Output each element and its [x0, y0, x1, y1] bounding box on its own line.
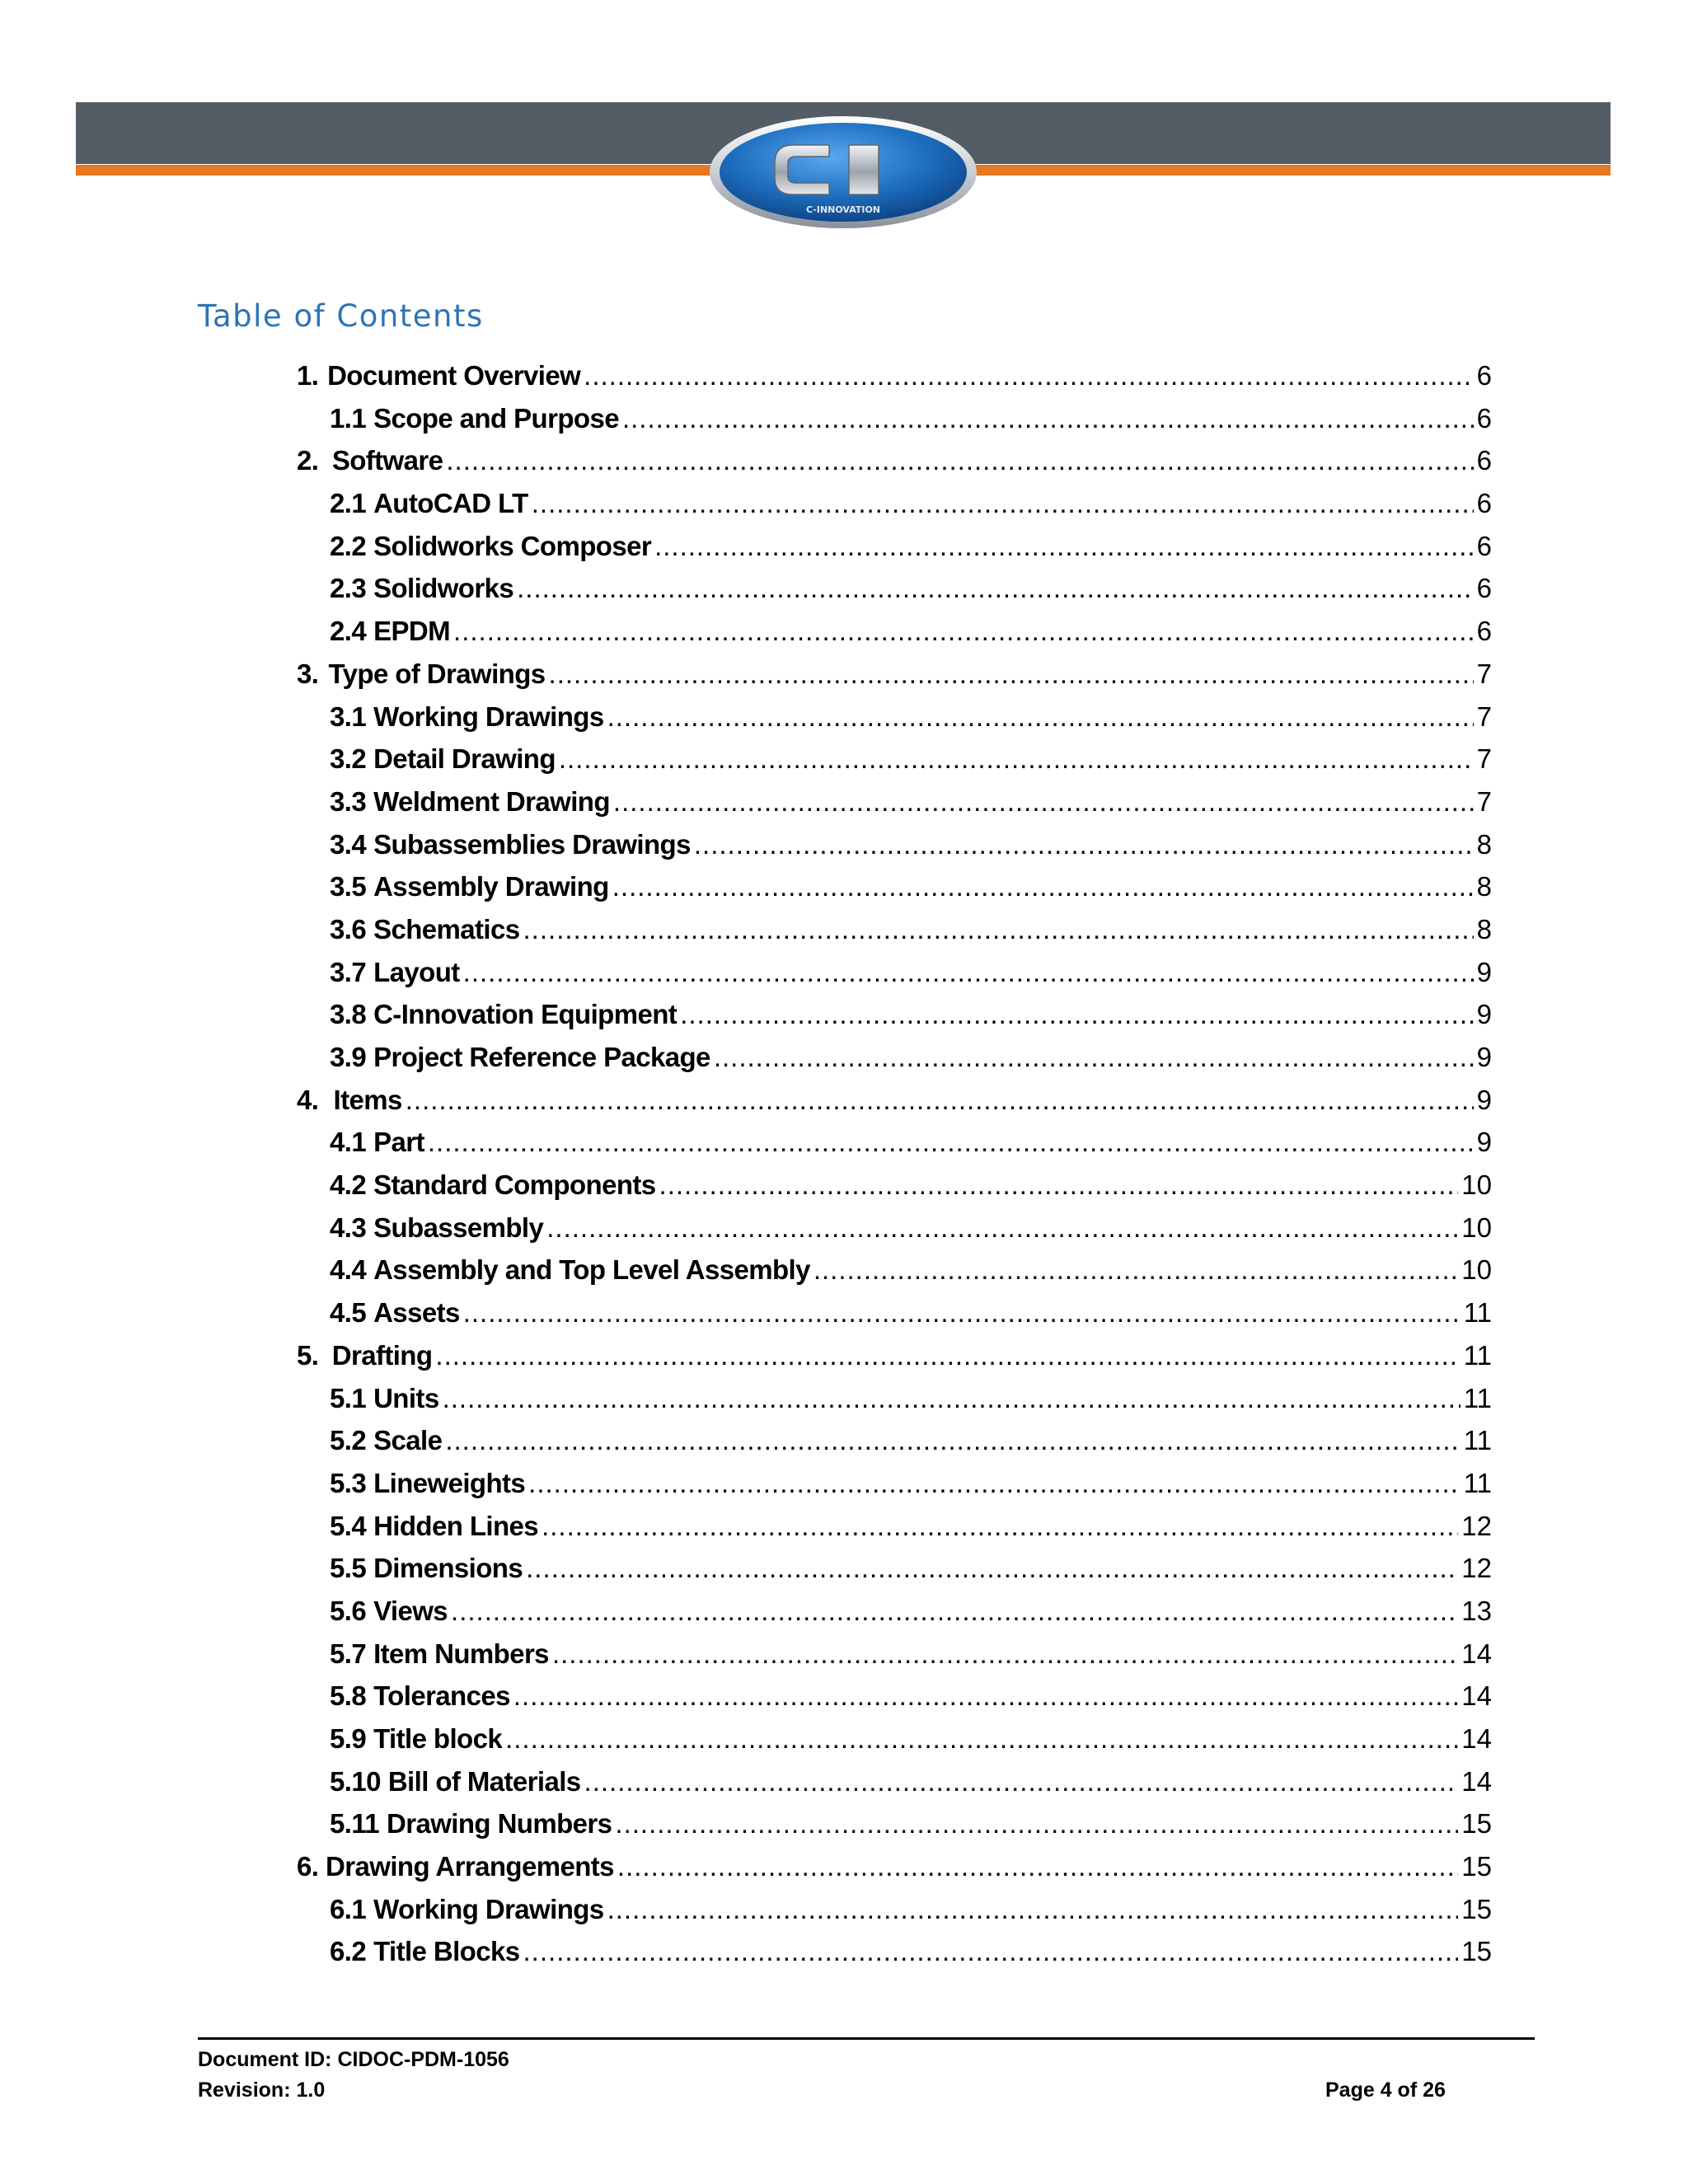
- toc-dot-leader: [451, 1590, 1458, 1633]
- toc-entry-title: Drafting: [331, 1339, 433, 1371]
- toc-entry[interactable]: [297, 397, 1492, 440]
- toc-dot-leader: [659, 1164, 1459, 1207]
- toc-entry-number: 4.4: [330, 1254, 367, 1286]
- toc-entry-title: Part: [373, 1127, 424, 1158]
- toc-entry-number: 4.2: [330, 1169, 367, 1201]
- toc-entry[interactable]: [297, 1419, 1492, 1462]
- toc-entry-page: 11: [1463, 1425, 1492, 1456]
- toc-entry-number: 3.8: [330, 999, 367, 1030]
- toc-dot-leader: [523, 1930, 1459, 1973]
- toc-entry-number: 2.4: [330, 616, 367, 647]
- toc-entry[interactable]: [297, 439, 1492, 482]
- toc-dot-leader: [528, 1462, 1461, 1505]
- toc-dot-leader: [446, 439, 1473, 482]
- toc-entry-page: 11: [1463, 1339, 1492, 1371]
- toc-entry-title: EPDM: [373, 616, 451, 647]
- toc-entry-number: 5.4: [330, 1510, 367, 1541]
- toc-entry-number: 2.2: [330, 530, 367, 561]
- toc-entry-number: 2.3: [330, 573, 367, 604]
- toc-entry-number: 4.3: [330, 1212, 367, 1243]
- toc-entry[interactable]: [297, 1930, 1492, 1973]
- toc-dot-leader: [546, 1207, 1458, 1249]
- toc-entry-number: 6.: [297, 1851, 319, 1882]
- toc-entry[interactable]: [297, 1675, 1492, 1718]
- toc-entry-title: Views: [373, 1595, 448, 1626]
- toc-entry[interactable]: [297, 1590, 1492, 1633]
- toc-entry-page: 11: [1463, 1382, 1492, 1413]
- toc-dot-leader: [584, 354, 1473, 397]
- toc-entry-title: Tolerances: [373, 1680, 510, 1712]
- toc-entry[interactable]: [297, 1633, 1492, 1675]
- toc-entry-number: 3.3: [330, 785, 367, 817]
- toc-entry-page: 8: [1476, 871, 1492, 902]
- toc-entry[interactable]: [297, 1377, 1492, 1420]
- toc-entry[interactable]: [297, 567, 1492, 610]
- toc-entry-page: 7: [1476, 785, 1492, 817]
- toc-dot-leader: [654, 525, 1474, 568]
- toc-dot-leader: [814, 1249, 1458, 1291]
- toc-entry-number: 5.7: [330, 1638, 367, 1669]
- toc-entry-number: 1.1: [330, 402, 367, 434]
- toc-entry-title: Units: [373, 1382, 439, 1413]
- toc-entry-page: 14: [1461, 1680, 1492, 1712]
- toc-entry-number: 5.6: [330, 1595, 367, 1626]
- toc-dot-leader: [617, 1845, 1458, 1888]
- toc-entry[interactable]: [297, 354, 1492, 397]
- toc-dot-leader: [463, 951, 1474, 994]
- toc-entry[interactable]: [297, 951, 1492, 994]
- toc-entry-title: Standard Components: [373, 1169, 656, 1201]
- toc-dot-leader: [615, 1802, 1458, 1845]
- toc-entry[interactable]: [297, 908, 1492, 951]
- toc-dot-leader: [584, 1760, 1459, 1803]
- toc-entry[interactable]: [297, 780, 1492, 823]
- toc-entry-page: 6: [1476, 616, 1492, 647]
- toc-entry-page: 8: [1476, 913, 1492, 944]
- document-id: Document ID: CIDOC-PDM-1056: [198, 2048, 509, 2071]
- toc-dot-leader: [694, 823, 1474, 866]
- toc-entry-title: Schematics: [373, 913, 520, 944]
- toc-entry-title: Solidworks Composer: [373, 530, 652, 561]
- toc-entry-number: 1.: [297, 360, 319, 391]
- toc-entry-title: Title block: [373, 1723, 503, 1754]
- toc-entry-number: 5.5: [330, 1553, 367, 1584]
- svg-text:C-INNOVATION: C-INNOVATION: [805, 204, 881, 215]
- toc-entry-page: 7: [1476, 658, 1492, 689]
- toc-entry-page: 10: [1461, 1169, 1492, 1201]
- toc-dot-leader: [532, 482, 1474, 525]
- toc-entry[interactable]: [297, 1207, 1492, 1249]
- toc-entry[interactable]: [297, 865, 1492, 908]
- toc-entry-number: 6.1: [330, 1893, 367, 1924]
- toc-dot-leader: [505, 1718, 1458, 1760]
- toc-entry[interactable]: [297, 1164, 1492, 1207]
- toc-dot-leader: [443, 1377, 1461, 1420]
- toc-entry-page: 12: [1461, 1553, 1492, 1584]
- toc-entry-title: Project Reference Package: [373, 1042, 710, 1072]
- toc-entry-page: 9: [1476, 1042, 1492, 1072]
- toc-entry-title: AutoCAD LT: [373, 488, 528, 519]
- toc-dot-leader: [607, 696, 1474, 738]
- toc-entry-number: 4.: [297, 1084, 319, 1115]
- toc-entry-number: 3.4: [330, 828, 367, 860]
- toc-entry[interactable]: [297, 738, 1492, 780]
- toc-entry-title: Working Drawings: [373, 701, 604, 732]
- toc-dot-leader: [463, 1291, 1461, 1334]
- toc-entry[interactable]: [297, 653, 1492, 696]
- page-number: Page 4 of 26: [1325, 2079, 1446, 2102]
- toc-entry[interactable]: [297, 993, 1492, 1036]
- toc-entry-page: 11: [1463, 1297, 1492, 1329]
- toc-entry-number: 3.7: [330, 956, 367, 987]
- table-of-contents: [297, 354, 1492, 1973]
- toc-entry[interactable]: [297, 1079, 1492, 1122]
- toc-entry-number: 2.1: [330, 488, 367, 519]
- toc-entry-page: 14: [1461, 1638, 1492, 1669]
- toc-entry-page: 6: [1476, 530, 1492, 561]
- toc-entry-page: 9: [1476, 999, 1492, 1030]
- toc-dot-leader: [435, 1334, 1460, 1377]
- toc-entry[interactable]: [297, 1505, 1492, 1548]
- toc-entry-title: Weldment Drawing: [373, 785, 610, 817]
- toc-entry-number: 5.11: [330, 1808, 380, 1840]
- toc-entry-page: 6: [1476, 445, 1492, 476]
- toc-entry[interactable]: [297, 1888, 1492, 1931]
- toc-entry-number: 2.: [297, 445, 319, 476]
- toc-entry-page: 9: [1476, 1127, 1492, 1158]
- toc-entry-page: 14: [1461, 1765, 1492, 1797]
- toc-entry-title: Type of Drawings: [328, 658, 546, 689]
- toc-entry-title: Lineweights: [373, 1467, 526, 1498]
- toc-dot-leader: [428, 1121, 1474, 1164]
- toc-entry-page: 9: [1476, 1084, 1492, 1115]
- toc-entry-title: Title Blocks: [373, 1936, 520, 1967]
- toc-entry-title: Layout: [373, 956, 460, 987]
- toc-entry-title: C-Innovation Equipment: [373, 999, 678, 1030]
- toc-entry-title: Subassemblies Drawings: [373, 828, 691, 860]
- toc-entry-title: Item Numbers: [373, 1638, 549, 1669]
- toc-entry-page: 12: [1461, 1510, 1492, 1541]
- toc-entry-page: 10: [1461, 1212, 1492, 1243]
- toc-entry-number: 5.2: [330, 1425, 367, 1456]
- toc-entry[interactable]: [297, 1121, 1492, 1164]
- toc-dot-leader: [453, 610, 1474, 653]
- toc-entry-title: Detail Drawing: [373, 743, 556, 775]
- footer-rule: [198, 2037, 1535, 2040]
- toc-entry-page: 10: [1461, 1254, 1492, 1286]
- toc-entry-number: 3.5: [330, 871, 367, 902]
- toc-entry-title: Dimensions: [373, 1553, 523, 1584]
- toc-dot-leader: [552, 1633, 1458, 1675]
- toc-entry-page: 6: [1476, 573, 1492, 604]
- toc-entry-number: 5.10: [330, 1765, 381, 1797]
- toc-entry-title: Hidden Lines: [373, 1510, 539, 1541]
- toc-dot-leader: [445, 1419, 1460, 1462]
- toc-dot-leader: [714, 1036, 1474, 1079]
- toc-entry[interactable]: [297, 1802, 1492, 1845]
- toc-dot-leader: [612, 865, 1474, 908]
- toc-entry-title: Scale: [373, 1425, 443, 1456]
- toc-entry[interactable]: [297, 1462, 1492, 1505]
- toc-entry-page: 15: [1461, 1851, 1492, 1882]
- toc-entry-number: 4.5: [330, 1297, 367, 1329]
- toc-entry-page: 11: [1463, 1467, 1492, 1498]
- toc-entry-number: 5.1: [330, 1382, 367, 1413]
- toc-entry-page: 15: [1461, 1936, 1492, 1967]
- toc-dot-leader: [607, 1888, 1459, 1931]
- revision: Revision: 1.0: [198, 2079, 326, 2102]
- toc-entry[interactable]: [297, 696, 1492, 738]
- toc-dot-leader: [559, 738, 1474, 780]
- toc-entry-title: Drawing Arrangements: [326, 1851, 614, 1882]
- toc-entry-title: Drawing Numbers: [387, 1808, 612, 1840]
- toc-entry[interactable]: [297, 610, 1492, 653]
- toc-dot-leader: [526, 1547, 1458, 1590]
- toc-entry-number: 3.6: [330, 913, 367, 944]
- toc-dot-leader: [513, 1675, 1458, 1718]
- toc-entry-title: Assembly Drawing: [373, 871, 609, 902]
- toc-entry-page: 6: [1476, 360, 1492, 391]
- toc-entry-title: Assets: [373, 1297, 460, 1329]
- toc-entry-number: 3.2: [330, 743, 367, 775]
- toc-entry-number: 6.2: [330, 1936, 367, 1967]
- toc-heading: Table of Contents: [198, 298, 484, 334]
- toc-entry-number: 5.: [297, 1339, 319, 1371]
- toc-dot-leader: [613, 780, 1474, 823]
- toc-entry[interactable]: [297, 525, 1492, 568]
- toc-dot-leader: [542, 1505, 1458, 1548]
- toc-entry-number: 3.9: [330, 1042, 367, 1072]
- toc-entry-title: Scope and Purpose: [373, 402, 619, 434]
- toc-entry-page: 7: [1476, 701, 1492, 732]
- toc-entry-number: 5.9: [330, 1723, 367, 1754]
- toc-dot-leader: [523, 908, 1474, 951]
- toc-dot-leader: [622, 397, 1474, 440]
- toc-entry-page: 15: [1461, 1893, 1492, 1924]
- toc-dot-leader: [549, 653, 1474, 696]
- toc-entry[interactable]: [297, 482, 1492, 525]
- toc-dot-leader: [517, 567, 1474, 610]
- toc-entry-page: 6: [1476, 402, 1492, 434]
- toc-entry-title: Items: [333, 1084, 402, 1115]
- toc-entry-page: 15: [1461, 1808, 1492, 1840]
- toc-entry-page: 14: [1461, 1723, 1492, 1754]
- toc-entry-page: 8: [1476, 828, 1492, 860]
- toc-entry-number: 4.1: [330, 1127, 367, 1158]
- toc-entry[interactable]: [297, 1334, 1492, 1377]
- toc-entry[interactable]: [297, 823, 1492, 866]
- toc-entry-number: 5.3: [330, 1467, 367, 1498]
- toc-entry-page: 9: [1476, 956, 1492, 987]
- toc-entry[interactable]: [297, 1547, 1492, 1590]
- toc-entry-title: Software: [331, 445, 443, 476]
- toc-entry-page: 7: [1476, 743, 1492, 775]
- toc-entry[interactable]: [297, 1291, 1492, 1334]
- toc-dot-leader: [406, 1079, 1474, 1122]
- toc-entry-title: Subassembly: [373, 1212, 544, 1243]
- toc-entry-number: 3.1: [330, 701, 367, 732]
- toc-entry[interactable]: [297, 1760, 1492, 1803]
- toc-dot-leader: [680, 993, 1473, 1036]
- toc-entry-page: 6: [1476, 488, 1492, 519]
- toc-entry[interactable]: [297, 1718, 1492, 1760]
- toc-entry-number: 5.8: [330, 1680, 367, 1712]
- toc-entry[interactable]: [297, 1036, 1492, 1079]
- toc-entry-page: 13: [1461, 1595, 1492, 1626]
- toc-entry-title: Document Overview: [327, 360, 581, 391]
- toc-entry-title: Solidworks: [373, 573, 514, 604]
- toc-entry-title: Assembly and Top Level Assembly: [373, 1254, 810, 1286]
- toc-entry[interactable]: [297, 1845, 1492, 1888]
- toc-entry-title: Bill of Materials: [387, 1765, 581, 1797]
- c-innovation-logo-icon: [707, 114, 979, 231]
- toc-entry-title: Working Drawings: [373, 1893, 604, 1924]
- toc-entry-number: 3.: [297, 658, 319, 689]
- toc-entry[interactable]: [297, 1249, 1492, 1291]
